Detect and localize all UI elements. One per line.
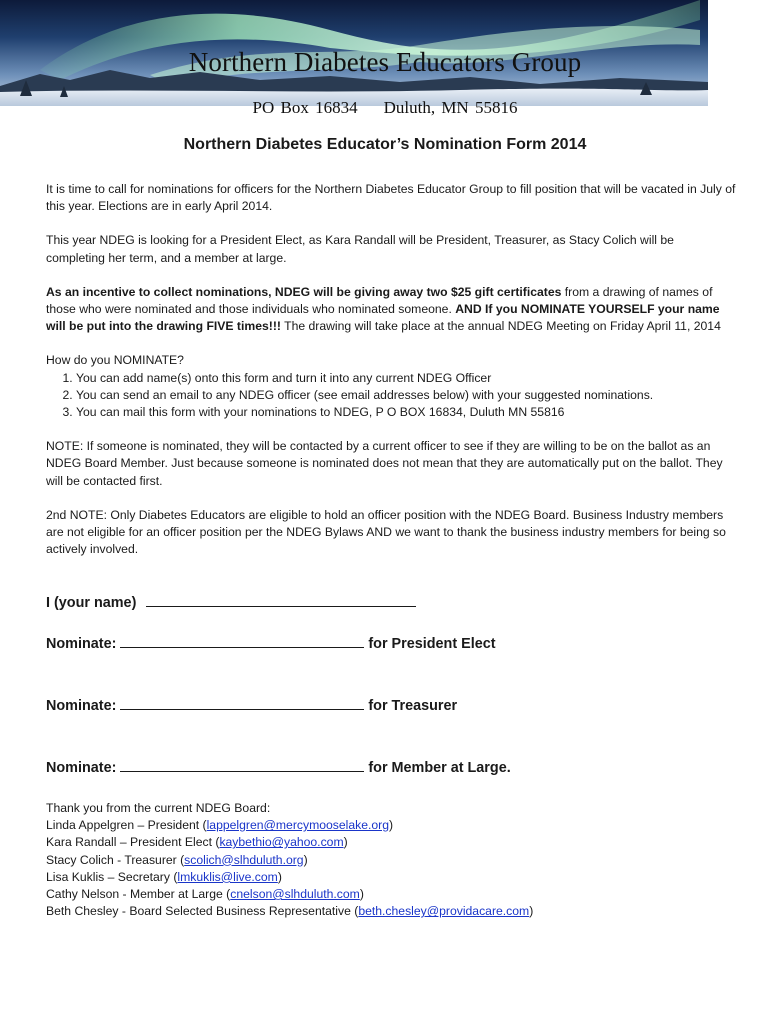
list-item: 3. You can mail this form with your nominations to NDEG, P O BOX 16834, Duluth MN 55816 <box>76 404 736 421</box>
list-item <box>46 834 736 851</box>
positions-paragraph: This year NDEG is looking for a President Elect, as Kara Randall will be President, Treasurer, as Stacy Colich will be completing her term, and a member at large. <box>46 233 674 265</box>
close-paren: ) <box>529 904 534 919</box>
po-box: PO Box 16834 <box>252 98 358 117</box>
board-contacts <box>46 800 736 920</box>
list-item: 1. You can add name(s) onto this form and turn it into any current NDEG Officer <box>76 370 736 387</box>
member-name: Beth Chesley - Board Selected Business Representative ( <box>46 904 359 919</box>
nominate-label: Nominate: <box>46 636 117 652</box>
how-question: How do you NOMINATE? <box>46 353 184 368</box>
organization-name: Northern Diabetes Educators Group <box>188 47 582 77</box>
member-at-large-label: for Member at Large. <box>368 760 511 776</box>
member-name: Linda Appelgren – President ( <box>46 818 207 833</box>
member-name: Lisa Kuklis – Secretary ( <box>46 869 178 884</box>
close-paren: ) <box>303 852 308 867</box>
list-item: 2. You can send an email to any NDEG officer (see email addresses below) with your suggested nominations. <box>76 387 736 404</box>
email-link[interactable]: scolich@slhduluth.org <box>184 852 304 867</box>
treasurer-row <box>46 695 457 714</box>
list-item <box>46 903 736 920</box>
email-link[interactable]: cnelson@slhduluth.com <box>230 887 360 902</box>
member-at-large-field[interactable] <box>120 757 364 772</box>
email-link[interactable]: beth.chesley@providacare.com <box>358 904 530 919</box>
email-link[interactable]: lappelgren@mercymooselake.org <box>206 818 390 833</box>
list-item <box>46 886 736 903</box>
member-name: Cathy Nelson - Member at Large ( <box>46 887 231 902</box>
drawing-date-text: The drawing will take place at the annual NDEG Meeting on Friday April 11, 2014 <box>280 319 721 334</box>
list-item <box>46 869 736 886</box>
mailing-address <box>0 98 770 118</box>
member-at-large-row <box>46 757 511 776</box>
thanks-line: Thank you from the current NDEG Board: <box>46 801 271 815</box>
your-name-label: I (your name) <box>46 595 137 611</box>
incentive-paragraph <box>46 284 736 336</box>
intro-paragraph: It is time to call for nominations for officers for the Northern Diabetes Educator Group to fill position that will be vacated in July of this year. Elections are in early April 2014. <box>46 182 736 214</box>
self-nomination-bold-text: AND If you NOMINATE YOURSELF your name will be put into the drawing FIVE times!!! <box>46 302 720 334</box>
member-name: Kara Randall – President Elect ( <box>46 835 220 850</box>
city-state-zip: Duluth, MN 55816 <box>383 98 518 117</box>
your-name-field[interactable] <box>146 592 416 607</box>
nomination-steps <box>46 370 736 422</box>
incentive-text: from a drawing of names of those who were nominated and those individuals who nominated someone. <box>46 284 713 317</box>
member-name: Stacy Colich - Treasurer ( <box>46 852 185 867</box>
nominate-label: Nominate: <box>46 698 117 714</box>
nominate-label: Nominate: <box>46 760 117 776</box>
list-item <box>46 852 736 869</box>
list-item <box>46 817 736 834</box>
email-link[interactable]: lmkuklis@live.com <box>177 869 278 884</box>
how-to-nominate <box>46 352 736 421</box>
note-eligibility: 2nd NOTE: Only Diabetes Educators are eligible to hold an officer position with the NDEG Board. Business Industry members are not eligible for an officer position per the NDEG Bylaws AND we want to thank the business industry members for being so actively involved. <box>46 507 726 557</box>
president-elect-label: for President Elect <box>368 636 496 652</box>
form-title: Northern Diabetes Educator’s Nomination Form 2014 <box>183 136 587 153</box>
close-paren: ) <box>359 887 364 902</box>
president-elect-field[interactable] <box>120 633 364 648</box>
close-paren: ) <box>389 818 394 833</box>
email-link[interactable]: kaybethio@yahoo.com <box>219 835 344 850</box>
close-paren: ) <box>277 869 282 884</box>
treasurer-field[interactable] <box>120 695 364 710</box>
treasurer-label: for Treasurer <box>368 698 458 714</box>
note-contacted: NOTE: If someone is nominated, they will be contacted by a current officer to see if they are willing to be on the ballot as an NDEG Board Member. Just because someone is nominated does not mean that they are automatically put on the ballot. They will be contacted first. <box>46 439 723 488</box>
president-elect-row <box>46 633 496 652</box>
your-name-row <box>46 592 420 611</box>
form-body <box>46 181 736 575</box>
close-paren: ) <box>343 835 348 850</box>
incentive-bold-text: As an incentive to collect nominations, NDEG will be giving away two $25 gift certificates <box>46 284 562 299</box>
